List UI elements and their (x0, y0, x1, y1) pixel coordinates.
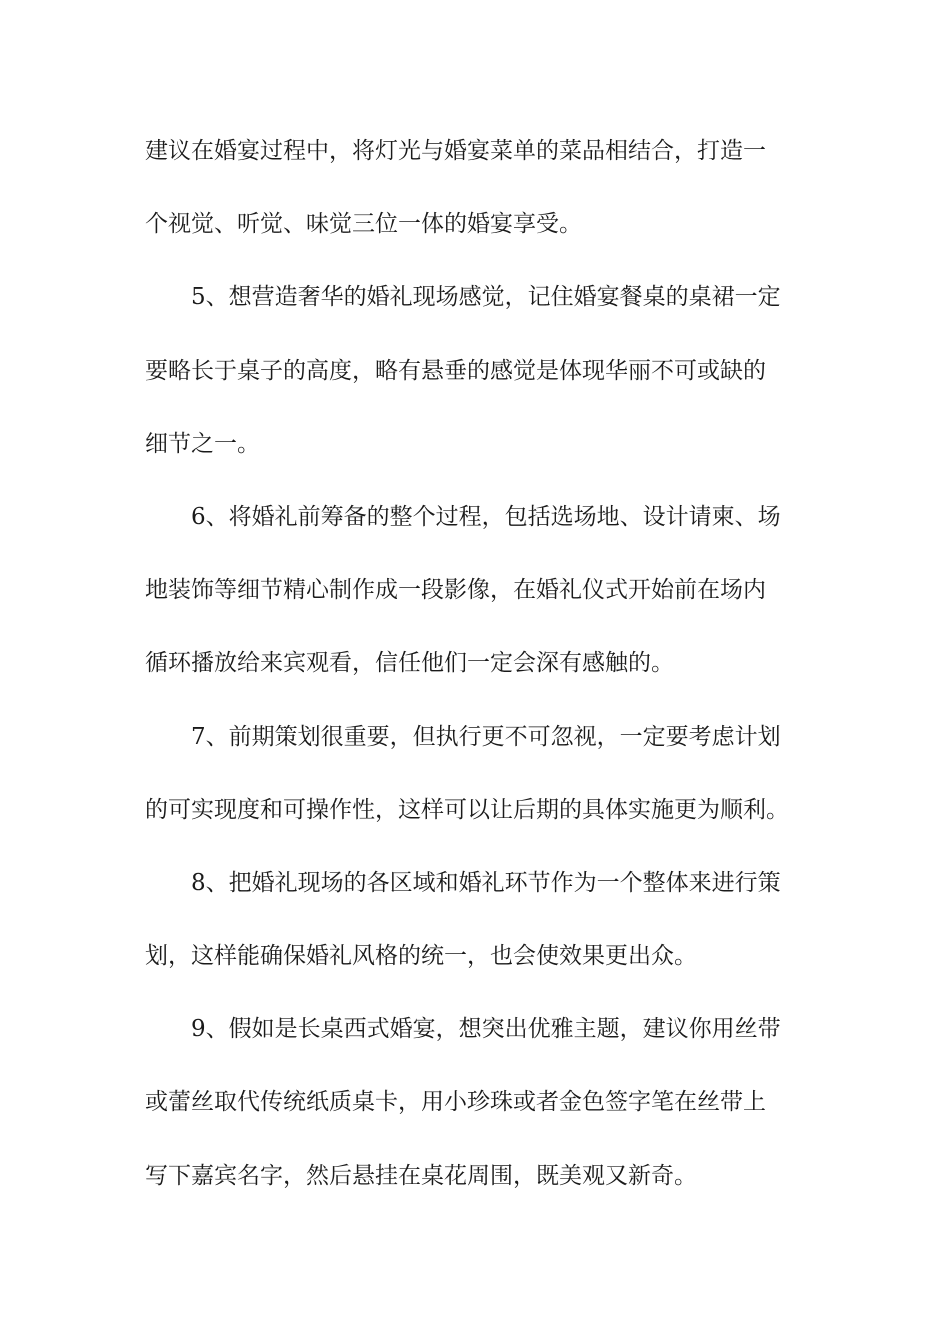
text-line: 写下嘉宾名字，然后悬挂在桌花周围，既美观又新奇。 (145, 1162, 697, 1189)
paragraph-item-8 (145, 860, 807, 1006)
text-line: 划，这样能确保婚礼风格的统一，也会使效果更出众。 (145, 943, 697, 970)
text-line: 个视觉、听觉、味觉三位一体的婚宴享受。 (145, 211, 582, 238)
text-line: 7、前期策划很重要，但执行更不可忽视，一定要考虑计划 (191, 723, 781, 750)
paragraph-item-7 (145, 714, 807, 860)
text-line: 地装饰等细节精心制作成一段影像，在婚礼仪式开始前在场内 (145, 577, 766, 604)
paragraph-item-9 (145, 1006, 807, 1226)
document-body (145, 128, 807, 1226)
text-line: 8、把婚礼现场的各区域和婚礼环节作为一个整体来进行策 (191, 869, 781, 896)
text-line: 细节之一。 (145, 430, 260, 457)
paragraph-intro-continuation (145, 128, 807, 274)
text-line: 的可实现度和可操作性，这样可以让后期的具体实施更为顺利。 (145, 796, 789, 823)
text-line: 建议在婚宴过程中，将灯光与婚宴菜单的菜品相结合，打造一 (145, 138, 766, 164)
paragraph-item-6 (145, 494, 807, 714)
paragraph-item-5 (145, 274, 807, 494)
text-line: 6、将婚礼前筹备的整个过程，包括选场地、设计请柬、场 (191, 503, 781, 530)
text-line: 5、想营造奢华的婚礼现场感觉，记住婚宴餐桌的桌裙一定 (191, 284, 781, 311)
text-line: 循环播放给来宾观看，信任他们一定会深有感触的。 (145, 650, 674, 677)
text-line: 要略长于桌子的高度，略有悬垂的感觉是体现华丽不可或缺的 (145, 357, 766, 384)
text-line: 或蕾丝取代传统纸质桌卡，用小珍珠或者金色签字笔在丝带上 (145, 1089, 766, 1116)
text-line: 9、假如是长桌西式婚宴，想突出优雅主题，建议你用丝带 (191, 1016, 781, 1043)
